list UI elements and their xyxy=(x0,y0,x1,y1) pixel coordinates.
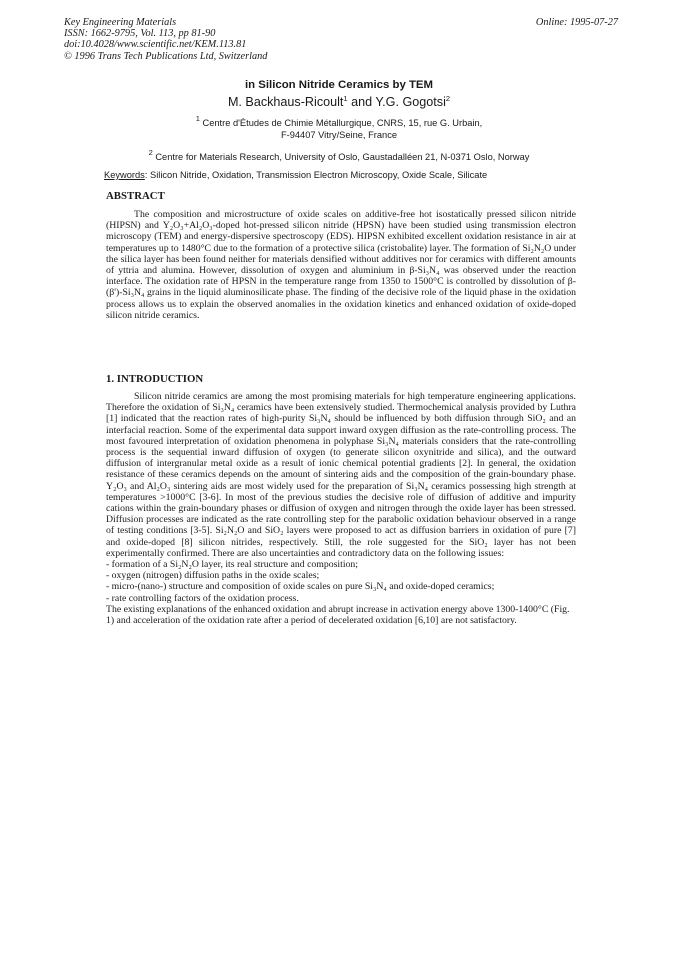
introduction-paragraph-1: Silicon nitride ceramics are among the most promising materials for high temperature engineering applications. Therefore the oxidation of Si₃N₄ ceramics have been extensively studied. Thermochemical analysis provided by Luthra [1] indicated that the reaction rates of high-purity Si₃N₄ should be influenced by both diffusion through SiO₂ and an interfacial reaction. Some of the experimental data support inward oxygen diffusion as the rate-controlling process. The most favoured interpretation of oxidation phenomena in polyphase Si₃N₄ materials considers that the rate-controlling process is the sequential inward diffusion of oxygen (to generate silicon oxynitride and silica), and the outward diffusion of intergranular metal oxide as a result of ionic chemical potential gradients [2]. In general, the oxidation resistance of these ceramics depends on the amount of sintering aids and the composition of the grain-boundary phase. Y₂O₃ and Al₂O₃ sintering aids are most widely used for the preparation of Si₃N₄ ceramics possessing high strength at temperatures >1000°C [3-6]. In most of the previous studies the decisive role of diffusion of additive and impurity cations within the grain-boundary phases or diffusion of oxygen and nitrogen through the oxide layer has been stressed. Diffusion processes are indicated as the rate controlling step for the parabolic oxidation behaviour observed in a range of testing conditions [3-5]. Si₂N₂O and SiO₂ layers were proposed to act as diffusion barriers in oxidation of pure [7] and oxide-doped [8] silicon nitrides, respectively. Still, the role suggested for the SiO₂ layer has not been experimentally confirmed. There are also uncertainties and contradictory data on the following issues: xyxy=(106,391,576,559)
affiliation-2-text: Centre for Materials Research, University of Oslo, Gaustadalléen 21, N-0371 Oslo, Norway xyxy=(155,152,530,162)
issue-list-item: - oxygen (nitrogen) diffusion paths in the oxide scales; xyxy=(106,570,320,582)
abstract-heading: ABSTRACT xyxy=(106,190,165,202)
paper-title: in Silicon Nitride Ceramics by TEM xyxy=(245,79,433,91)
doi-line: doi:10.4028/www.scientific.net/KEM.113.81 xyxy=(64,39,247,51)
author-line xyxy=(0,95,678,109)
introduction-paragraph-2: The existing explanations of the enhanced oxidation and abrupt increase in activation energy above 1300-1400°C (Fig. 1) and acceleration of the oxidation rate after a period of decelerated oxidation [6,10] are not satisfactory. xyxy=(106,603,570,627)
issue-list-item: - micro-(nano-) structure and composition of oxide scales on pure Si₃N₄ and oxide-doped ceramics; xyxy=(106,581,495,593)
affiliation-1-mark: 1 xyxy=(195,114,200,123)
copyright-line: © 1996 Trans Tech Publications Ltd, Switzerland xyxy=(64,50,268,62)
keywords-text: : Silicon Nitride, Oxidation, Transmission Electron Microscopy, Oxide Scale, Silicate xyxy=(144,170,488,180)
keywords-label: Keywords xyxy=(104,170,145,180)
journal-name: Key Engineering Materials xyxy=(64,17,177,28)
author-2-affil-mark: 2 xyxy=(445,94,451,103)
online-date: Online: 1995-07-27 xyxy=(535,17,618,28)
issn-line: ISSN: 1662-9795, Vol. 113, pp 81-90 xyxy=(64,28,216,40)
affiliation-2 xyxy=(0,148,678,163)
author-conjunction: and xyxy=(347,95,376,109)
introduction-body xyxy=(106,391,576,626)
issue-list-item: - rate controlling factors of the oxidation process. xyxy=(106,592,299,604)
affiliation-1-line-2: F-94407 Vitry/Seine, France xyxy=(280,130,398,140)
author-1-affil-mark: 1 xyxy=(343,94,348,103)
abstract-body xyxy=(106,209,576,321)
affiliation-2-mark: 2 xyxy=(148,148,153,157)
keywords-line xyxy=(104,170,487,180)
journal-meta xyxy=(64,17,267,62)
affiliation-1-line-1: Centre d'Études de Chimie Métallurgique, CNRS, 15, rue G. Urbain, xyxy=(202,118,483,128)
author-1: M. Backhaus-Ricoult xyxy=(227,95,344,109)
introduction-heading: 1. INTRODUCTION xyxy=(106,373,204,385)
author-2: Y.G. Gogotsi xyxy=(375,95,446,109)
issue-list-item: - formation of a Si₂N₂O layer, its real structure and composition; xyxy=(106,559,358,571)
affiliation-1 xyxy=(0,114,678,141)
abstract-text: The composition and microstructure of oxide scales on additive-free hot isostatically pressed silicon nitride (HIPSN) and Y₂O₃+Al₂O₃-doped hot-pressed silicon nitride (HPSN) have been studied using transmission electron microscopy (TEM) and energy-dispersive spectroscopy (EDS). HIPSN exhibited excellent oxidation resistance in air at temperatures up to 1480°C due to the formation of a protective silica (cristobalite) layer. The formation of Si₂N₂O under the silica layer has been found neither for materials densified without additives nor for ceramics with different amounts of yttria and alumina. However, dissolution of oxygen and aluminium in β-Si₃N₄ was observed under the reaction interface. The oxidation rate of HPSN in the temperature range from 1350 to 1500°C is controlled by dissolution of β-(β')-Si₃N₄ grains in the liquid aluminosilicate phase. The finding of the decisive role of the liquid phase in the oxidation process allows us to explain the observed anomalies in the oxidation kinetics and enhanced oxidation of oxide-doped silicon nitride ceramics. xyxy=(106,209,576,321)
